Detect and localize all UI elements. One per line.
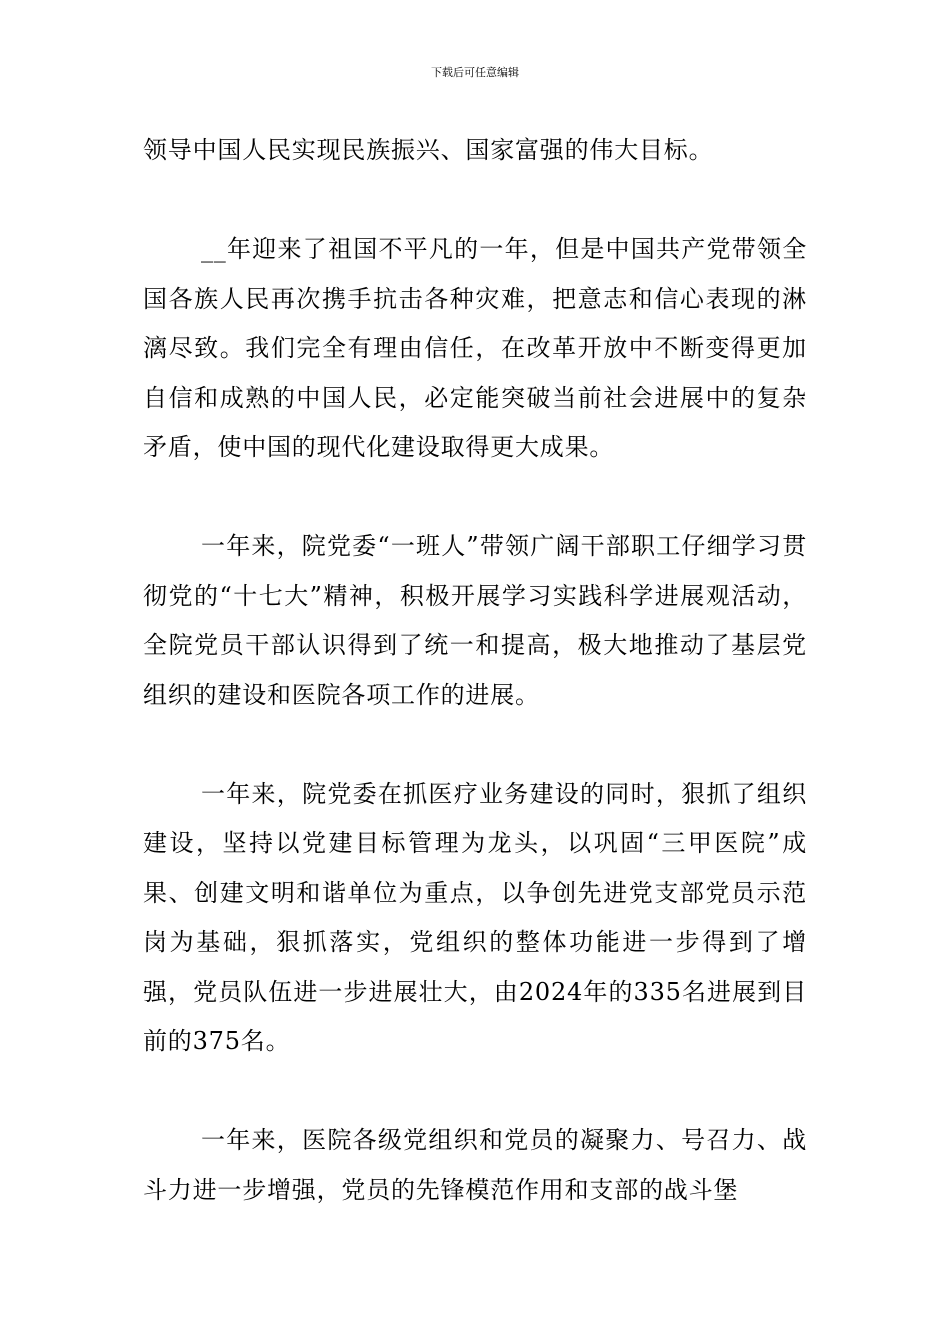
paragraph-4: 一年来，院党委在抓医疗业务建设的同时，狠抓了组织建设，坚持以党建目标管理为龙头，以巩固“三甲医院”成果、创建文明和谐单位为重点，以争创先进党支部党员示范岗为基础，狠抓落实，党组织的整体功能进一步得到了增强，党员队伍进一步进展壮大，由2024年的335名进展到目前的375名。	[143, 779, 807, 1055]
page-header: 下载后可任意编辑	[431, 66, 519, 79]
paragraph-3: 一年来，院党委“一班人”带领广阔干部职工仔细学习贯彻党的“十七大”精神，积极开展学习实践科学进展观活动，全院党员干部认识得到了统一和提高，极大地推动了基层党组织的建设和医院各项工作的进展。	[143, 532, 807, 709]
paragraph-2: __年迎来了祖国不平凡的一年，但是中国共产党带领全国各族人民再次携手抗击各种灾难，把意志和信心表现的淋漓尽致。我们完全有理由信任，在改革开放中不断变得更加自信和成熟的中国人民，必定能突破当前社会进展中的复杂矛盾，使中国的现代化建设取得更大成果。	[143, 235, 807, 461]
document-body	[143, 126, 807, 1265]
paragraph-1: 领导中国人民实现民族振兴、国家富强的伟大目标。	[143, 136, 714, 164]
paragraph-5: 一年来，医院各级党组织和党员的凝聚力、号召力、战斗力进一步增强，党员的先锋模范作用和支部的战斗堡	[143, 1126, 807, 1204]
